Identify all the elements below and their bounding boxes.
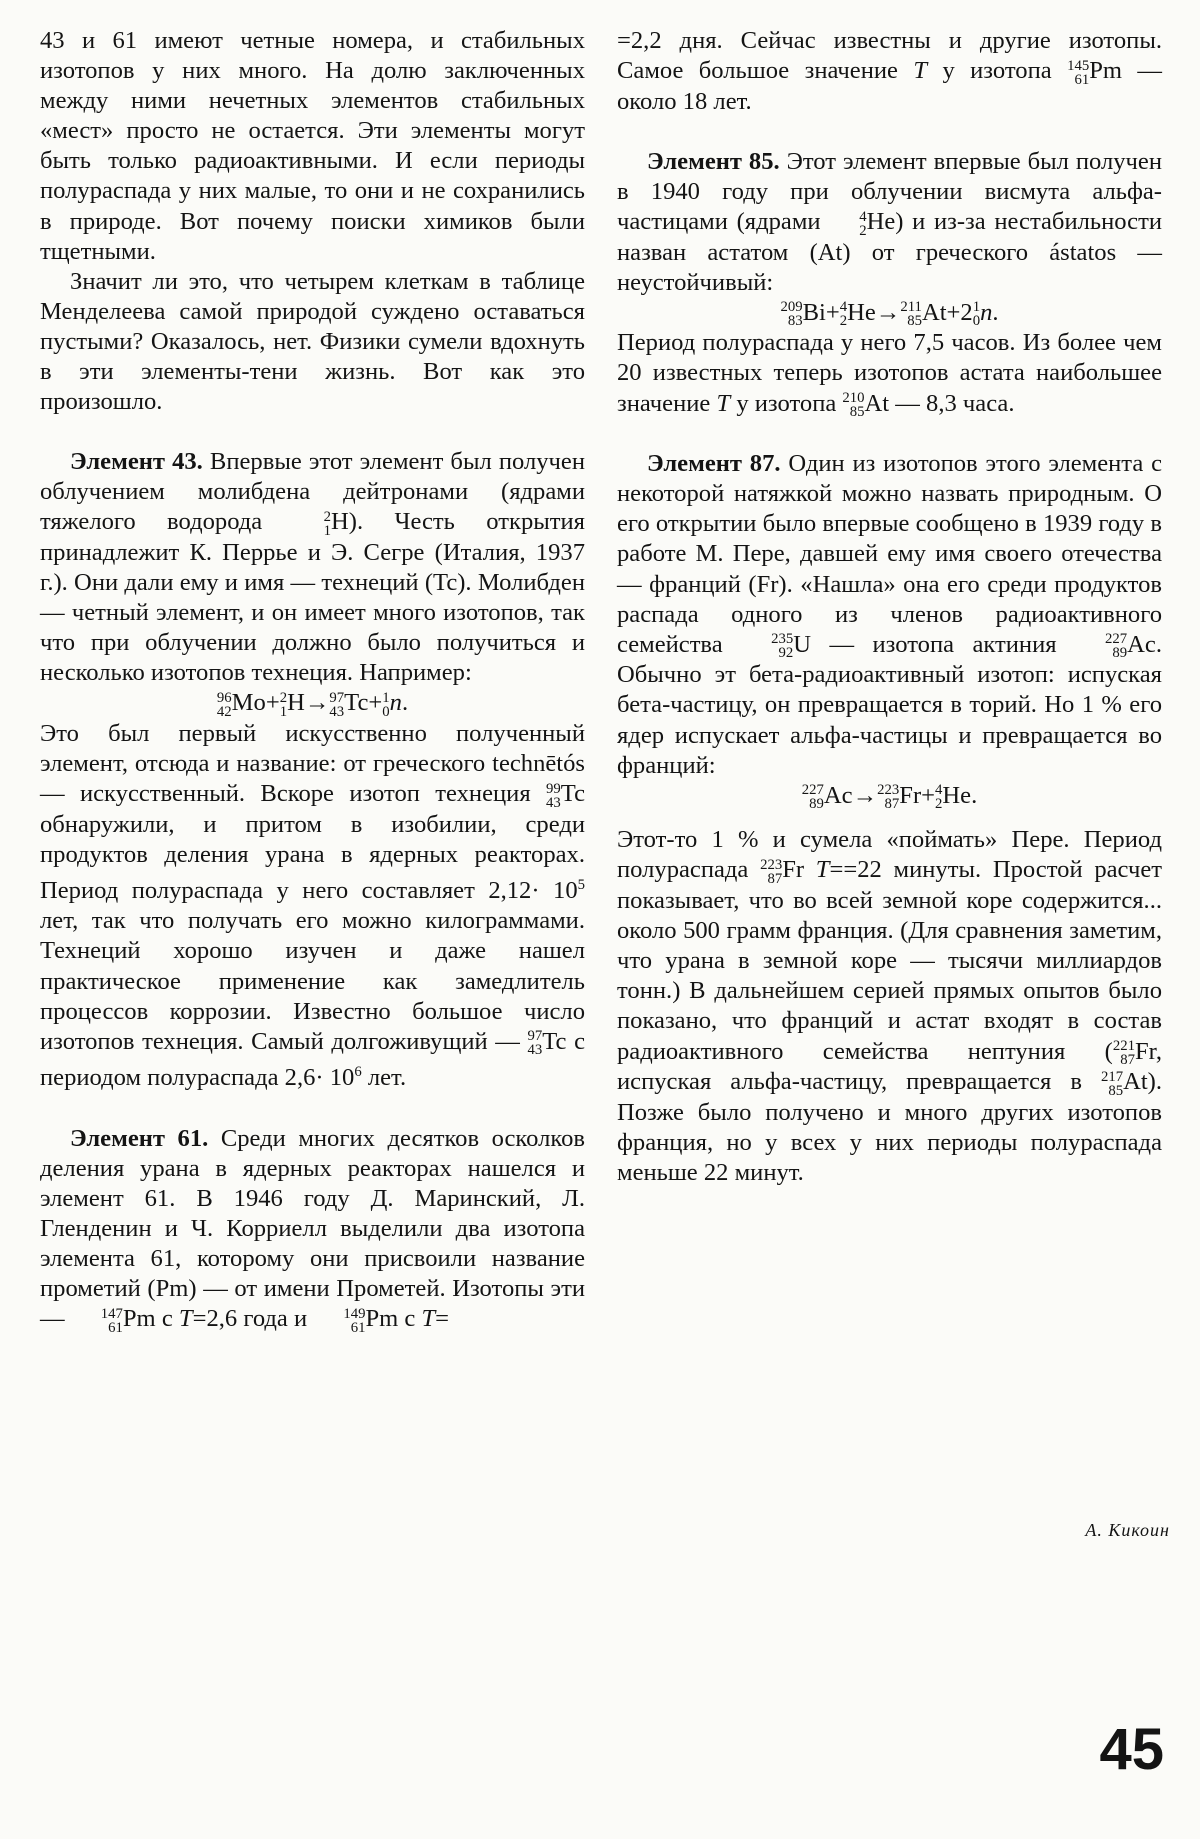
element-61-section: Элемент 61. Среди многих десятков осколков деления урана в ядерных реакторах нашелся и элемент 61. В 1946 году Д. Маринский, Л. Гленденин и Ч. Корриелл выделили два изотопа элемента 61, которому они присвоили название прометий (Pm) — от имени Прометей. Изотопы эти — 147 61 Pm с T=2,6 года и 149 61 Pm с T= — [40, 1124, 585, 1336]
element-87-heading: Элемент 87. — [647, 450, 781, 478]
intro-paragraph: 43 и 61 имеют четные номера, и стабильных изотопов у них много. На долю заключенных между ними нечетных элементов стабильных «мест» просто не остается. Эти элементы могут быть только радиоактивными. И если периоды полураспада у них малые, то они и не сохранились в природе. Вот почему поиски химиков были тщетными. — [40, 27, 585, 265]
formula-astatine-synthesis: 209 83 Bi+ 4 2 He→ 211 85 At+2 1 0 n. — [780, 298, 999, 330]
element-43-continued: Это был первый искусственно полученный элемент, отсюда и название: от греческого technētós — искусственный. Вскоре изотоп технеция 99 43 Tc обнаружили, и притом в изобилии, среди продуктов деления урана в ядерных реакторах. Период полураспада у него составляет $2,12\cdot 10^5$ лет, так что получать его можно килограммами. Технеций хорошо изучен и даже нашел практическое применение как замедлитель процессов коррозии. Известно большое число изотопов технеция. Самый долгоживущий — 97 43 Tc с периодом полураспада $2,6\cdot 10^6$ лет. — [40, 720, 585, 1092]
formula-actinium-decay: 227 89 Ac→ 223 87 Fr+ 4 2 He. — [801, 781, 978, 813]
author-signature: А. Кикоин — [1085, 1520, 1170, 1540]
element-85-section: Элемент 85. Этот элемент впервые был получен в 1940 году при облучении висмута альфа-частицами (ядрами 4 2 He) и из-за нестабильности назван астатом (At) от греческого ástatos — неустойчивый: — [617, 147, 1162, 296]
formula-technetium-synthesis: 96 42 Mo+ 2 1 H→ 97 43 Tc+ 1 0 n. — [216, 689, 409, 721]
element-43-section: Элемент 43. Впервые этот элемент был получен облучением молибдена дейтронами (ядрами тяжелого водорода 2 1 H). Честь открытия принадлежит К. Перрье и Э. Сегре (Италия, 1937 г.). Они дали ему и имя — технеций (Tc). Молибден — четный элемент, и он имеет много изотопов, так что при облучении должно было получиться и несколько изотопов технеция. Например: — [40, 448, 585, 687]
element-87-continued: Этот-то 1 % и сумела «поймать» Пере. Период полураспада 223 87 Fr T==22 минуты. Простой расчет показывает, что во всей земной коре содержится... около 500 грамм франция. (Для сравнения заметим, что урана в земной коре — тысячи миллиардов тонн.) В дальнейшем серией прямых опытов было показано, что франций и астат входят в состав радиоактивного семейства нептуния ( 221 87 Fr, испуская альфа-частицу, превращается в 217 85 At). Позже было получено и много других изотопов франция, но у всех у них периоды полураспада меньше 22 минут. — [617, 826, 1162, 1186]
element-87-section: Элемент 87. Один из изотопов этого элемента с некоторой натяжкой можно назвать природным. О его открытии было впервые сообщено в 1939 году в работе М. Пере, давшей ему имя своего отечества — франций (Fr). «Нашла» она его среди продуктов распада одного из членов радиоактивного семейства 235 92 U — изотопа актиния 227 89 Ac. Обычно эт бета-радиоактивный изотоп: испуская бета-частицу, он превращается в торий. Но 1 % его ядер испускает альфа-частицы и превращается во франций: — [617, 450, 1162, 779]
element-61-heading: Элемент 61. — [70, 1124, 209, 1152]
element-85-continued: Период полураспада у него 7,5 часов. Из более чем 20 известных теперь изотопов астата наибольшее значение T у изотопа 210 85 At — 8,3 часа. — [617, 329, 1162, 421]
element-61-continued: =2,2 дня. Сейчас известны и другие изотопы. Самое большое значение T у изотопа 145 61 Pm — около 18 лет. — [617, 27, 1162, 115]
right-column — [617, 26, 1162, 1188]
element-43-heading: Элемент 43. — [70, 448, 203, 476]
question-paragraph: Значит ли это, что четырем клеткам в таблице Менделеева самой природой суждено оставаться пустыми? Оказалось, нет. Физики сумели вдохнуть в эти элементы-тени жизнь. Вот как это произошло. — [40, 267, 585, 416]
page-number: 45 — [1099, 1717, 1164, 1782]
nuclide-H2: 2 1 — [323, 508, 331, 539]
element-85-heading: Элемент 85. — [647, 147, 780, 175]
left-column — [40, 26, 585, 1335]
